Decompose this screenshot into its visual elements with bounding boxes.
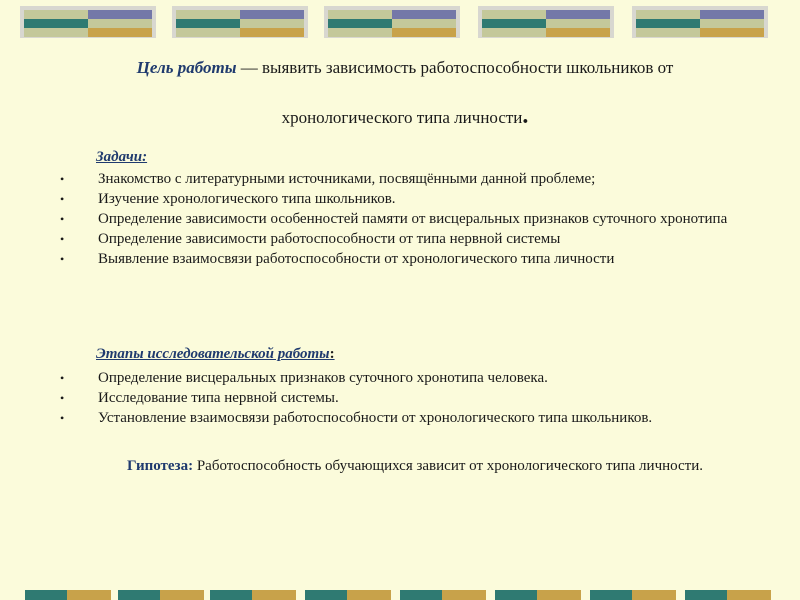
task-item-text: Выявление взаимосвязи работоспособности от хронологического типа личности [98, 251, 615, 267]
bullet-icon: • [60, 391, 65, 405]
bullet-icon: • [60, 232, 65, 246]
hypothesis [60, 458, 770, 474]
bottom-band-tile [685, 590, 771, 600]
goal-line-1 [40, 56, 770, 80]
goal-text-part1: — выявить зависимость работоспособности школьников от [236, 58, 674, 77]
bottom-decorative-band [0, 590, 800, 600]
bottom-band-tile [305, 590, 391, 600]
bullet-icon: • [60, 172, 65, 186]
tasks-heading: Задачи: [96, 149, 148, 165]
stage-item-text: Определение висцеральных признаков суточного хронотипа человека. [98, 370, 548, 386]
top-band-tile [324, 6, 460, 38]
task-item-text: Определение зависимости особенностей памяти от висцеральных признаков суточного хронотипа [98, 211, 728, 227]
task-item-text: Изучение хронологического типа школьников. [98, 191, 396, 207]
tasks-list [60, 171, 760, 271]
bullet-icon: • [60, 212, 65, 226]
stages-label: Этапы исследовательской работы [96, 346, 330, 362]
top-decorative-band [0, 6, 800, 38]
top-band-tile [478, 6, 614, 38]
hypothesis-text: Работоспособность обучающихся зависит от хронологического типа личности. [193, 458, 704, 474]
bullet-icon: • [60, 192, 65, 206]
bottom-band-tile [495, 590, 581, 600]
stage-item-text: Установление взаимосвязи работоспособности от хронологического типа школьников. [98, 410, 653, 426]
stage-item-text: Исследование типа нервной системы. [98, 390, 339, 406]
task-item [60, 191, 760, 207]
task-item [60, 251, 760, 267]
top-band-tile [172, 6, 308, 38]
stages-heading [96, 345, 335, 363]
stage-item [60, 410, 760, 426]
top-band-tile [632, 6, 768, 38]
bottom-band-tile [590, 590, 676, 600]
stages-list [60, 370, 760, 430]
top-band-tile [20, 6, 156, 38]
bullet-icon: • [60, 371, 65, 385]
bullet-icon: • [60, 252, 65, 266]
bottom-band-tile [25, 590, 111, 600]
goal-line-2 [40, 104, 770, 130]
bottom-band-tile [210, 590, 296, 600]
goal-text-part2: хронологического типа личности [281, 108, 523, 127]
stage-item [60, 390, 760, 406]
task-item [60, 231, 760, 247]
hypothesis-label: Гипотеза: [126, 458, 194, 474]
task-item-text: Определение зависимости работоспособности от типа нервной системы [98, 231, 561, 247]
stage-item [60, 370, 760, 386]
bottom-band-tile [400, 590, 486, 600]
goal-label: Цель работы [136, 58, 237, 77]
task-item [60, 211, 760, 227]
stages-colon: : [329, 346, 335, 362]
bullet-icon: • [60, 411, 65, 425]
task-item [60, 171, 760, 187]
bottom-band-tile [118, 590, 204, 600]
goal-period: . [522, 103, 529, 129]
task-item-text: Знакомство с литературными источниками, посвящёнными данной проблеме; [98, 171, 596, 187]
